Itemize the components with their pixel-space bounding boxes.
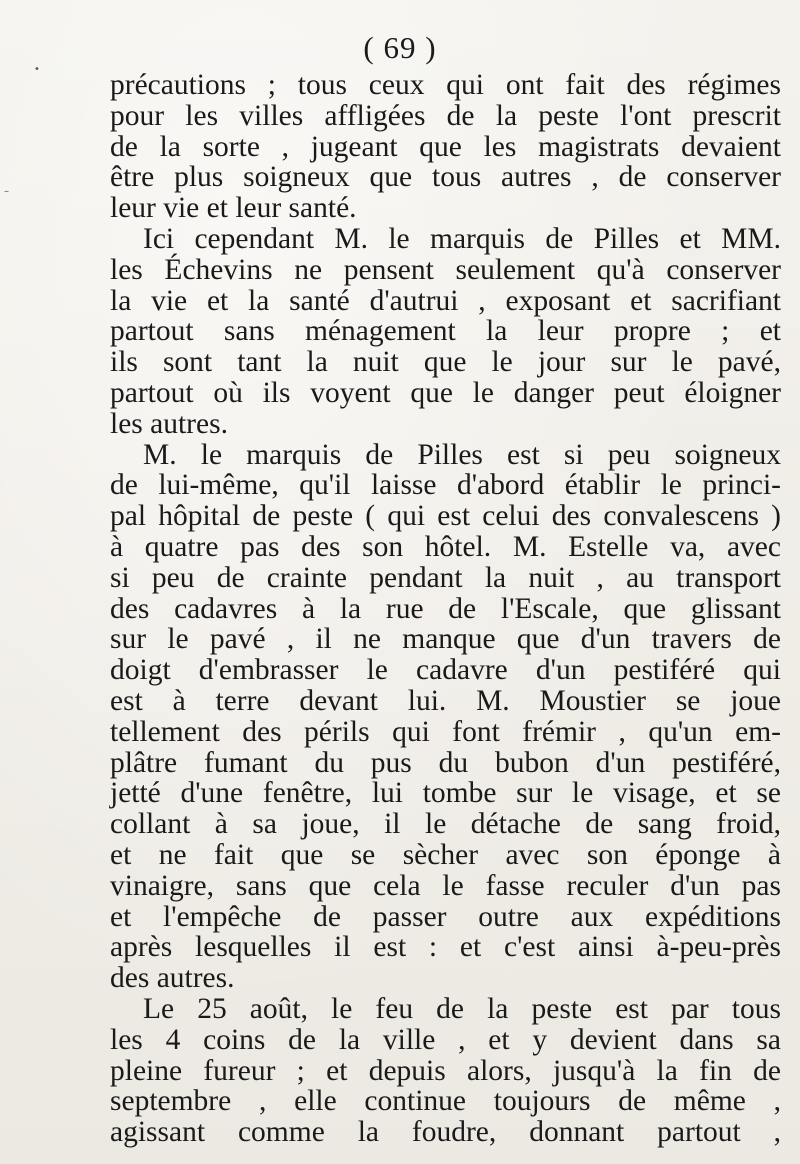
text-line: ils sont tant la nuit que le jour sur le pavé, — [110, 346, 781, 379]
text-line: être plus soigneux que tous autres , de conserver — [110, 161, 781, 194]
text-line: partout sans ménagement la leur propre ; et — [110, 315, 781, 348]
text-line: septembre , elle continue toujours de même , — [110, 1085, 781, 1118]
text-line: la vie et la santé d'autrui , exposant et sacrifiant — [110, 284, 781, 317]
text-line: les Échevins ne pensent seulement qu'à conserver — [110, 253, 781, 286]
text-line: Le 25 août, le feu de la peste est par tous — [143, 992, 781, 1025]
margin-speck: • — [34, 64, 40, 75]
text-line: tellement des périls qui font frémir , qu'un em- — [110, 715, 781, 748]
text-line: pour les villes affligées de la peste l'ont prescrit — [110, 99, 781, 132]
page-number: ( 69 ) — [363, 30, 437, 65]
text-line: pleine fureur ; et depuis alors, jusqu'à la fin de — [110, 1054, 781, 1087]
text-line: vinaigre, sans que cela le fasse reculer d'un pas — [110, 869, 781, 902]
text-line: et ne fait que se sècher avec son éponge à — [110, 838, 781, 871]
text-line: précautions ; tous ceux qui ont fait des régimes — [110, 69, 781, 101]
text-line: des autres. — [110, 962, 235, 995]
text-line: les autres. — [110, 407, 228, 440]
margin-speck: – — [4, 186, 9, 197]
text-line: après lesquelles il est : et c'est ainsi à-peu-près — [110, 931, 781, 964]
text-line: plâtre fumant du pus du bubon d'un pestiféré, — [110, 746, 781, 779]
text-line: à quatre pas des son hôtel. M. Estelle va, avec — [110, 530, 781, 563]
text-line: collant à sa joue, il le détache de sang froid, — [110, 808, 781, 841]
text-line: est à terre devant lui. M. Moustier se joue — [110, 684, 781, 717]
text-line: jetté d'une fenêtre, lui tombe sur le visage, et se — [110, 777, 781, 810]
text-line: M. le marquis de Pilles est si peu soigneux — [143, 438, 781, 471]
text-line: pal hôpital de peste ( qui est celui des convalescens ) — [110, 500, 781, 533]
text-line: des cadavres à la rue de l'Escale, que glissant — [110, 592, 781, 625]
text-line: leur vie et leur santé. — [110, 192, 357, 225]
text-line: de la sorte , jugeant que les magistrats devaient — [110, 130, 781, 163]
text-line: partout où ils voyent que le danger peut éloigner — [110, 376, 781, 409]
text-line: doigt d'embrasser le cadavre d'un pestiféré qui — [110, 654, 781, 687]
text-line: de lui-même, qu'il laisse d'abord établir le princi- — [110, 469, 781, 502]
text-line: si peu de crainte pendant la nuit , au transport — [110, 561, 781, 594]
text-line: agissant comme la foudre, donnant partout , — [110, 1116, 781, 1149]
body-text — [110, 70, 781, 1148]
text-line: les 4 coins de la ville , et y devient dans sa — [110, 1023, 781, 1056]
text-line: sur le pavé , il ne manque que d'un travers de — [110, 623, 781, 656]
text-line: et l'empêche de passer outre aux expéditions — [110, 900, 781, 933]
text-line: Ici cependant M. le marquis de Pilles et MM. — [143, 222, 781, 255]
